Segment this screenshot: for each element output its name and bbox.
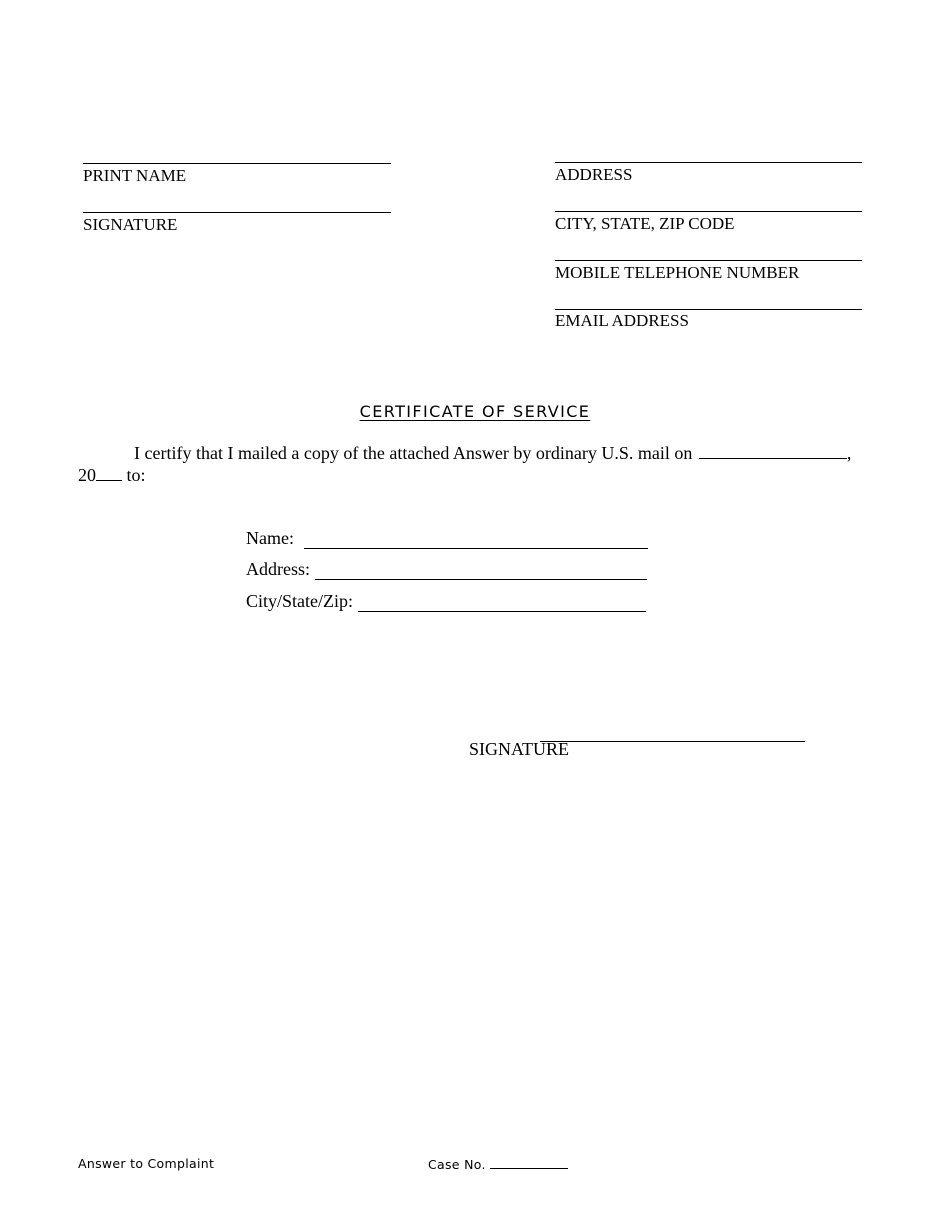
certificate-year-line (78, 464, 146, 486)
to-text: to: (126, 465, 146, 485)
service-city-state-zip-label: City/State/Zip: (246, 591, 353, 611)
city-state-zip-line[interactable] (555, 211, 862, 212)
email-address-label: EMAIL ADDRESS (555, 311, 689, 330)
certificate-statement (134, 442, 851, 464)
signature-line[interactable] (83, 212, 391, 213)
email-address-line[interactable] (555, 309, 862, 310)
city-state-zip-label: CITY, STATE, ZIP CODE (555, 214, 735, 233)
mobile-telephone-label: MOBILE TELEPHONE NUMBER (555, 263, 800, 282)
footer-document-title: Answer to Complaint (78, 1156, 215, 1171)
mail-date-blank[interactable] (699, 442, 847, 459)
signature-label: SIGNATURE (83, 215, 178, 234)
service-city-state-zip-blank[interactable] (358, 597, 646, 612)
service-address-blank[interactable] (315, 565, 647, 580)
service-address-row (246, 558, 647, 580)
service-address-label: Address: (246, 559, 310, 579)
service-name-blank[interactable] (304, 534, 648, 549)
address-label: ADDRESS (555, 165, 633, 184)
footer-case-no (428, 1156, 568, 1172)
mobile-telephone-line[interactable] (555, 260, 862, 261)
print-name-label: PRINT NAME (83, 166, 187, 185)
year-prefix: 20 (78, 465, 96, 485)
service-name-row (246, 527, 648, 549)
case-no-label: Case No. (428, 1157, 486, 1172)
certificate-signature-label: SIGNATURE (469, 739, 570, 759)
service-city-state-zip-row (246, 590, 646, 612)
service-name-label: Name: (246, 528, 294, 548)
case-no-blank[interactable] (490, 1156, 568, 1169)
certificate-signature-line[interactable] (540, 741, 805, 742)
year-blank[interactable] (96, 464, 122, 481)
statement-text: I certify that I mailed a copy of the attached Answer by ordinary U.S. mail on (134, 443, 693, 463)
certificate-title: CERTIFICATE OF SERVICE (359, 402, 591, 421)
statement-comma: , (846, 443, 852, 463)
print-name-line[interactable] (83, 163, 391, 164)
address-line[interactable] (555, 162, 862, 163)
